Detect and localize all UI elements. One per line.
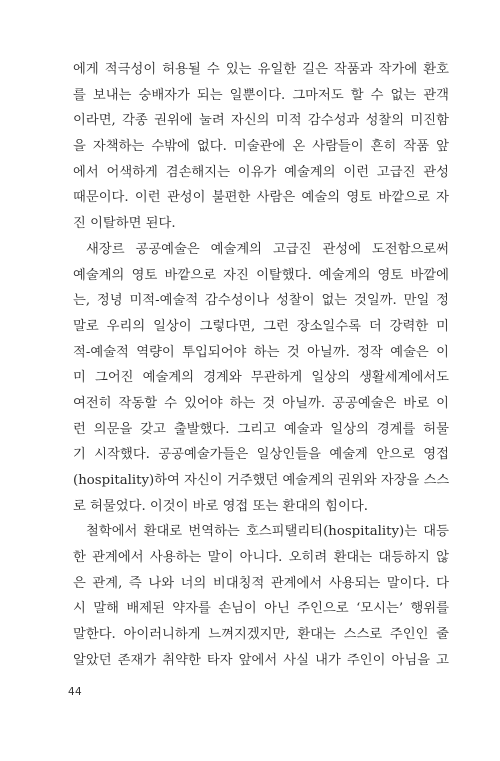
text-line: 예술계의 영토 바깥으로 자진 이탈했다. 예술계의 영토 바깥에 (73, 267, 449, 283)
paragraph-3 (73, 519, 449, 673)
body-text (73, 57, 449, 674)
text-line: 적-예술적 역량이 투입되어야 하는 것 아닐까. 정작 예술은 이 (73, 344, 449, 360)
text-line: 을 자책하는 수밖에 없다. 미술관에 온 사람들이 흔히 작품 앞 (73, 139, 449, 155)
text-line: 에게 적극성이 허용될 수 있는 유일한 길은 작품과 작가에 환호 (73, 62, 449, 77)
text-line: 알았던 존재가 취약한 타자 앞에서 사실 내가 주인이 아님을 고 (73, 652, 449, 668)
text-line: 말한다. 아이러니하게 느껴지겠지만, 환대는 스스로 주인인 줄 (73, 627, 449, 643)
text-line: 로 허물었다. 이것이 바로 영접 또는 환대의 힘이다. (73, 498, 368, 514)
paragraph-1 (73, 57, 449, 237)
text-line: 에서 어색하게 겸손해지는 이유가 예술계의 이런 고급진 관성 (73, 164, 449, 180)
text-line: 는, 정녕 미적-예술적 감수성이나 성찰이 없는 것일까. 만일 정 (73, 293, 449, 309)
text-line: 때문이다. 이런 관성이 불편한 사람은 예술의 영토 바깥으로 자 (73, 190, 449, 206)
page-number: 44 (68, 686, 82, 698)
text-line: 말로 우리의 일상이 그렇다면, 그런 장소일수록 더 강력한 미 (73, 318, 449, 334)
text-line: 철학에서 환대로 번역하는 호스피탤리티(hospitality)는 대등 (86, 524, 449, 540)
paragraph-2 (73, 237, 449, 520)
text-line: 한 관계에서 사용하는 말이 아니다. 오히려 환대는 대등하지 않 (73, 550, 449, 566)
text-line: 진 이탈하면 된다. (73, 216, 176, 232)
text-line: 이라면, 각종 권위에 눌려 자신의 미적 감수성과 성찰의 미진함 (73, 113, 449, 129)
text-line: 여전히 작동할 수 있어야 하는 것 아닐까. 공공예술은 바로 이 (73, 395, 449, 411)
text-line: 를 보내는 숭배자가 되는 일뿐이다. 그마저도 할 수 없는 관객 (73, 87, 449, 103)
text-line: 미 그어진 예술계의 경계와 무관하게 일상의 생활세계에서도 (73, 370, 449, 386)
text-line: (hospitality)하여 자신이 거주했던 예술계의 권위와 자장을 스스 (73, 473, 449, 488)
text-line: 은 관계, 즉 나와 너의 비대칭적 관계에서 사용되는 말이다. 다 (73, 575, 449, 591)
text-line: 시 말해 배제된 약자를 손님이 아닌 주인으로 ‘모시는’ 행위를 (73, 601, 449, 617)
text-line: 기 시작했다. 공공예술가들은 일상인들을 예술계 안으로 영접 (73, 447, 449, 463)
text-line: 새장르 공공예술은 예술계의 고급진 관성에 도전함으로써 (86, 241, 449, 257)
text-line: 런 의문을 갖고 출발했다. 그리고 예술과 일상의 경계를 허물 (73, 421, 449, 437)
